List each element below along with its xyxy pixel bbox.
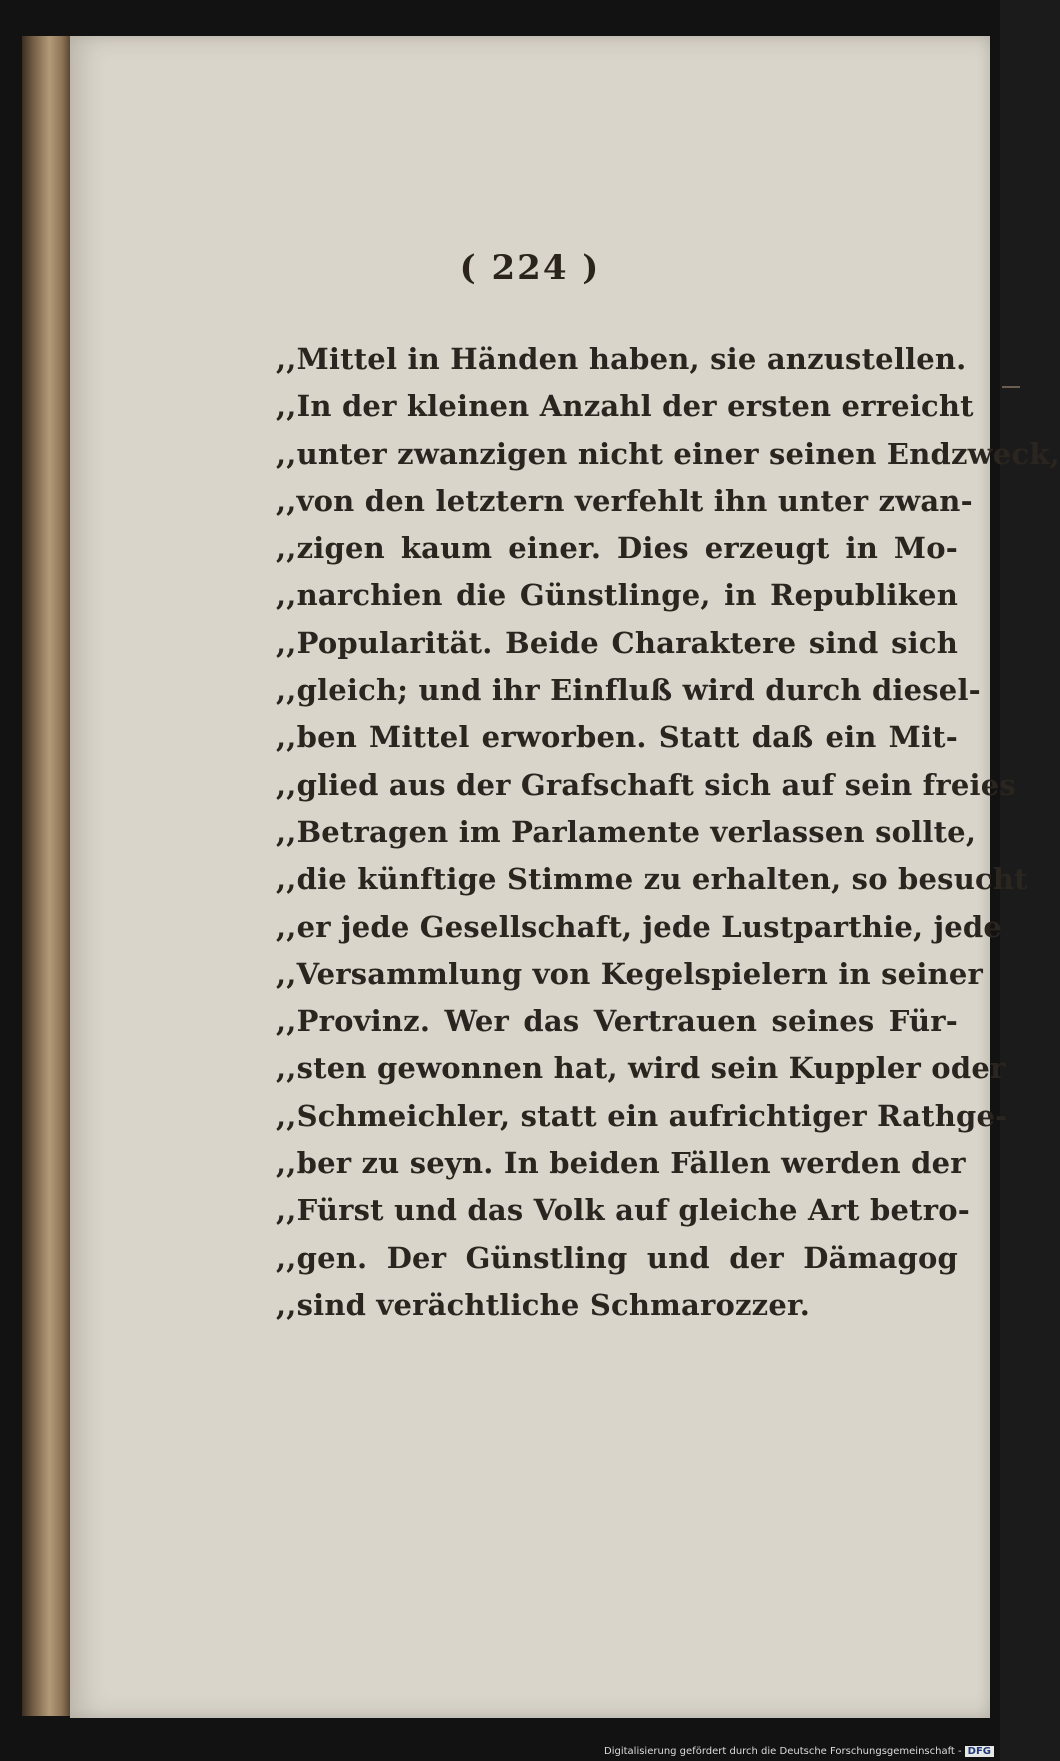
text-line: ,,Betragen im Parlamente verlassen sollte, xyxy=(276,814,977,849)
dfg-logo: DFG xyxy=(965,1746,994,1757)
text-line: ,,unter zwanzigen nicht einer seinen Endzweck, xyxy=(276,436,1060,471)
text-line: ,,ben Mittel erworben. Statt daß ein Mit- xyxy=(276,720,958,755)
text-line: ,,gleich; und ihr Einfluß wird durch diesel- xyxy=(276,673,981,708)
text-line: ,,Popularität. Beide Charaktere sind sich xyxy=(276,625,958,660)
text-block xyxy=(276,336,1060,1329)
book-spine-edge xyxy=(22,36,72,1716)
text-line: ,,die künftige Stimme zu erhalten, so besucht xyxy=(276,862,1028,897)
text-line: ,,narchien die Günstlinge, in Republiken xyxy=(276,578,958,613)
text-line: ,,Versammlung von Kegelspielern in seiner xyxy=(276,956,983,991)
credit-text: Digitalisierung gefördert durch die Deutsche Forschungsgemeinschaft - xyxy=(604,1746,962,1757)
text-line: ,,von den letztern verfehlt ihn unter zwan- xyxy=(276,483,973,518)
text-line: ,,Schmeichler, statt ein aufrichtiger Rathge- xyxy=(276,1098,1008,1133)
text-line: ,,Mittel in Händen haben, sie anzustellen. xyxy=(276,342,967,376)
text-line: ,,sten gewonnen hat, wird sein Kuppler oder xyxy=(276,1051,1006,1086)
text-line: ,,Provinz. Wer das Vertrauen seines Für- xyxy=(276,1004,958,1039)
page-number: ( 224 ) xyxy=(459,248,601,288)
text-line: ,,Fürst und das Volk auf gleiche Art betro- xyxy=(276,1193,971,1228)
book-page xyxy=(70,36,1060,1718)
text-line: ,,glied aus der Grafschaft sich auf sein freies xyxy=(276,767,1016,802)
text-line: ,,zigen kaum einer. Dies erzeugt in Mo- xyxy=(276,531,958,566)
text-line: ,,er jede Gesellschaft, jede Lustparthie, jede xyxy=(276,909,1003,944)
text-line: ,,ber zu seyn. In beiden Fällen werden der xyxy=(276,1146,966,1181)
digitization-credit xyxy=(604,1746,994,1757)
text-line: ,,gen. Der Günstling und der Dämagog xyxy=(276,1240,958,1275)
text-line: ,,sind verächtliche Schmarozzer. xyxy=(276,1287,811,1322)
margin-mark xyxy=(1002,386,1020,388)
text-line: ,,In der kleinen Anzahl der ersten erreicht xyxy=(276,389,974,424)
